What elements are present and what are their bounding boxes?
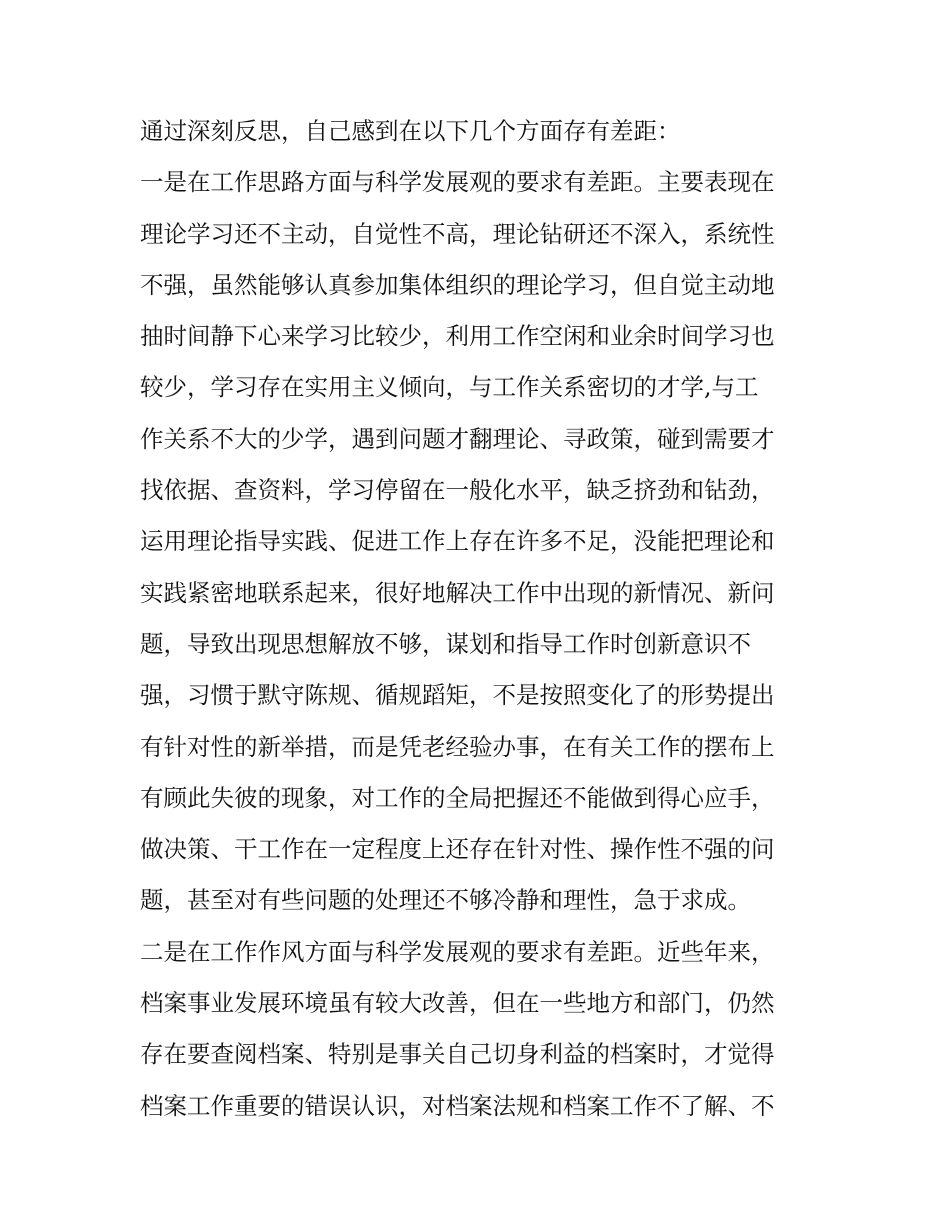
- text-line-19: 存在要查阅档案、特别是事关自己切身利益的档案时，才觉得: [140, 1040, 775, 1069]
- text-line-7: 作关系不大的少学，遇到问题才翻理论、寻政策，碰到需要才: [140, 424, 775, 453]
- text-line-20: 档案工作重要的错误认识，对档案法规和档案工作不了解、不: [140, 1091, 775, 1120]
- text-line-16: 题，甚至对有些问题的处理还不够冷静和理性，急于求成。: [140, 886, 751, 915]
- text-line-17: 二是在工作作风方面与科学发展观的要求有差距。近些年来，: [140, 937, 775, 966]
- text-line-4: 不强，虽然能够认真参加集体组织的理论学习，但自觉主动地: [140, 270, 775, 299]
- text-line-1: 通过深刻反思，自己感到在以下几个方面存有差距：: [140, 117, 681, 145]
- text-line-9: 运用理论指导实践、促进工作上存在许多不足，没能把理论和: [140, 527, 775, 556]
- text-line-8: 找依据、查资料，学习停留在一般化水平，缺乏挤劲和钻劲，: [140, 476, 775, 505]
- text-line-2: 一是在工作思路方面与科学发展观的要求有差距。主要表现在: [140, 168, 775, 197]
- text-line-18: 档案事业发展环境虽有较大改善，但在一些地方和部门，仍然: [140, 989, 775, 1018]
- text-line-14: 有顾此失彼的现象，对工作的全局把握还不能做到得心应手，: [140, 783, 775, 812]
- document-body: [140, 106, 820, 1132]
- text-line-15: 做决策、干工作在一定程度上还存在针对性、操作性不强的问: [140, 835, 775, 864]
- text-line-11: 题，导致出现思想解放不够，谋划和指导工作时创新意识不: [140, 629, 751, 658]
- text-line-6: 较少，学习存在实用主义倾向，与工作关系密切的才学,与工: [140, 373, 759, 402]
- text-line-12: 强，习惯于默守陈规、循规蹈矩，不是按照变化了的形势提出: [140, 681, 775, 710]
- text-line-10: 实践紧密地联系起来，很好地解决工作中出现的新情况、新问: [140, 578, 775, 607]
- text-line-5: 抽时间静下心来学习比较少，利用工作空闲和业余时间学习也: [140, 322, 775, 351]
- text-line-3: 理论学习还不主动，自觉性不高，理论钻研还不深入，系统性: [140, 219, 775, 248]
- text-line-13: 有针对性的新举措，而是凭老经验办事，在有关工作的摆布上: [140, 732, 775, 761]
